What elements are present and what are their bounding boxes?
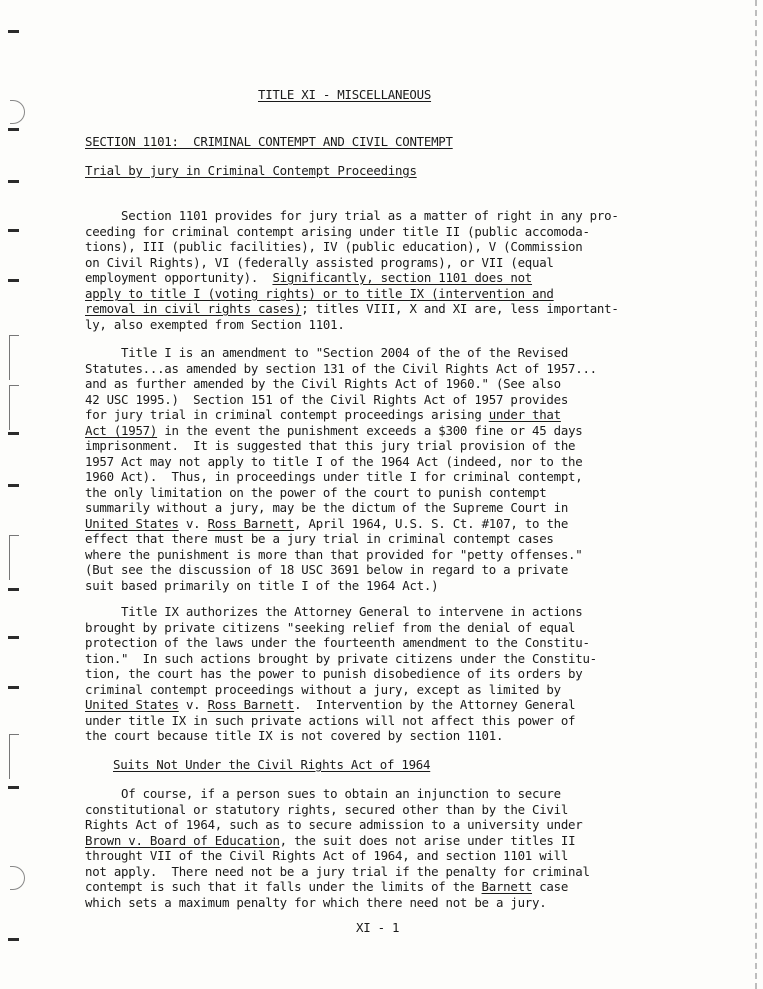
para1-line: employment opportunity). Significantly, section 1101 does not bbox=[85, 270, 533, 285]
para1-line: apply to title I (voting rights) or to title IX (intervention and bbox=[85, 286, 554, 301]
margin-mark bbox=[8, 938, 19, 941]
para2-line: United States v. Ross Barnett, April 1964, U.S. S. Ct. #107, to the bbox=[85, 516, 569, 531]
margin-mark bbox=[8, 229, 19, 232]
margin-mark bbox=[8, 432, 19, 435]
para2-line: suit based primarily on title I of the 1964 Act.) bbox=[85, 578, 439, 593]
para3-line: Title IX authorizes the Attorney General to intervene in actions bbox=[85, 604, 583, 619]
para4-line: throught VII of the Civil Rights Act of 1964, and section 1101 will bbox=[85, 848, 569, 863]
para1-line: removal in civil rights cases); titles VIII, X and XI are, less important- bbox=[85, 301, 619, 316]
perforation-edge bbox=[753, 0, 757, 989]
para1-line: ceeding for criminal contempt arising under title II (public accomoda- bbox=[85, 224, 590, 239]
para2-line: Title I is an amendment to "Section 2004 of the of the Revised bbox=[85, 345, 569, 360]
margin-curl bbox=[10, 866, 25, 890]
para2-line: the only limitation on the power of the court to punish contempt bbox=[85, 485, 547, 500]
para1-line: Section 1101 provides for jury trial as a matter of right in any pro- bbox=[85, 208, 619, 223]
para2-line: 1957 Act may not apply to title I of the 1964 Act (indeed, nor to the bbox=[85, 454, 583, 469]
para4-line: Brown v. Board of Education, the suit does not arise under titles II bbox=[85, 833, 576, 848]
subheading-jury-trial: Trial by jury in Criminal Contempt Proceedings bbox=[85, 163, 417, 178]
para2-line: summarily without a jury, may be the dictum of the Supreme Court in bbox=[85, 500, 569, 515]
para1-line: ly, also exempted from Section 1101. bbox=[85, 317, 345, 332]
margin-bracket bbox=[9, 385, 19, 430]
para3-line: under title IX in such private actions will not affect this power of bbox=[85, 713, 576, 728]
para2-line: where the punishment is more than that provided for "petty offenses." bbox=[85, 547, 583, 562]
para4-line: which sets a maximum penalty for which there need not be a jury. bbox=[85, 895, 547, 910]
margin-mark bbox=[8, 686, 19, 689]
para3-line: the court because title IX is not covered by section 1101. bbox=[85, 728, 504, 743]
para4-line: Of course, if a person sues to obtain an injunction to secure bbox=[85, 786, 561, 801]
page-number: XI - 1 bbox=[356, 920, 400, 935]
para4-line: constitutional or statutory rights, secured other than by the Civil bbox=[85, 802, 569, 817]
para2-line: 42 USC 1995.) Section 151 of the Civil Rights Act of 1957 provides bbox=[85, 392, 569, 407]
margin-bracket bbox=[9, 734, 19, 779]
document-title: TITLE XI - MISCELLANEOUS bbox=[258, 87, 432, 102]
para4-line: not apply. There need not be a jury trial if the penalty for criminal bbox=[85, 864, 590, 879]
margin-mark bbox=[8, 128, 19, 131]
para2-line: Act (1957) in the event the punishment exceeds a $300 fine or 45 days bbox=[85, 423, 583, 438]
para2-line: for jury trial in criminal contempt proceedings arising under that bbox=[85, 407, 561, 422]
margin-bracket bbox=[9, 535, 19, 580]
margin-mark bbox=[8, 636, 19, 639]
para4-line: contempt is such that it falls under the limits of the Barnett case bbox=[85, 879, 569, 894]
para3-line: tion." In such actions brought by private citizens under the Constitu- bbox=[85, 651, 597, 666]
margin-mark bbox=[8, 279, 19, 282]
para3-line: tion, the court has the power to punish disobedience of its orders by bbox=[85, 666, 583, 681]
para2-line: (But see the discussion of 18 USC 3691 below in regard to a private bbox=[85, 562, 569, 577]
para1-line: on Civil Rights), VI (federally assisted programs), or VII (equal bbox=[85, 255, 554, 270]
para2-line: Statutes...as amended by section 131 of the Civil Rights Act of 1957... bbox=[85, 361, 597, 376]
para3-line: United States v. Ross Barnett. Intervention by the Attorney General bbox=[85, 697, 576, 712]
margin-mark bbox=[8, 484, 19, 487]
margin-mark bbox=[8, 588, 19, 591]
margin-mark bbox=[8, 30, 19, 33]
subheading-suits: Suits Not Under the Civil Rights Act of 1964 bbox=[113, 757, 431, 772]
margin-bracket bbox=[9, 335, 19, 380]
margin-curl bbox=[10, 100, 25, 124]
para3-line: criminal contempt proceedings without a jury, except as limited by bbox=[85, 682, 561, 697]
para2-line: 1960 Act). Thus, in proceedings under title I for criminal contempt, bbox=[85, 469, 583, 484]
para2-line: effect that there must be a jury trial in criminal contempt cases bbox=[85, 531, 554, 546]
margin-mark bbox=[8, 180, 19, 183]
para1-line: tions), III (public facilities), IV (public education), V (Commission bbox=[85, 239, 583, 254]
margin-mark bbox=[8, 786, 19, 789]
para3-line: protection of the laws under the fourteenth amendment to the Constitu- bbox=[85, 635, 590, 650]
para2-line: imprisonment. It is suggested that this jury trial provision of the bbox=[85, 438, 576, 453]
para3-line: brought by private citizens "seeking relief from the denial of equal bbox=[85, 620, 576, 635]
para4-line: Rights Act of 1964, such as to secure admission to a university under bbox=[85, 817, 583, 832]
para2-line: and as further amended by the Civil Rights Act of 1960." (See also bbox=[85, 376, 561, 391]
section-heading: SECTION 1101: CRIMINAL CONTEMPT AND CIVIL CONTEMPT bbox=[85, 134, 453, 149]
